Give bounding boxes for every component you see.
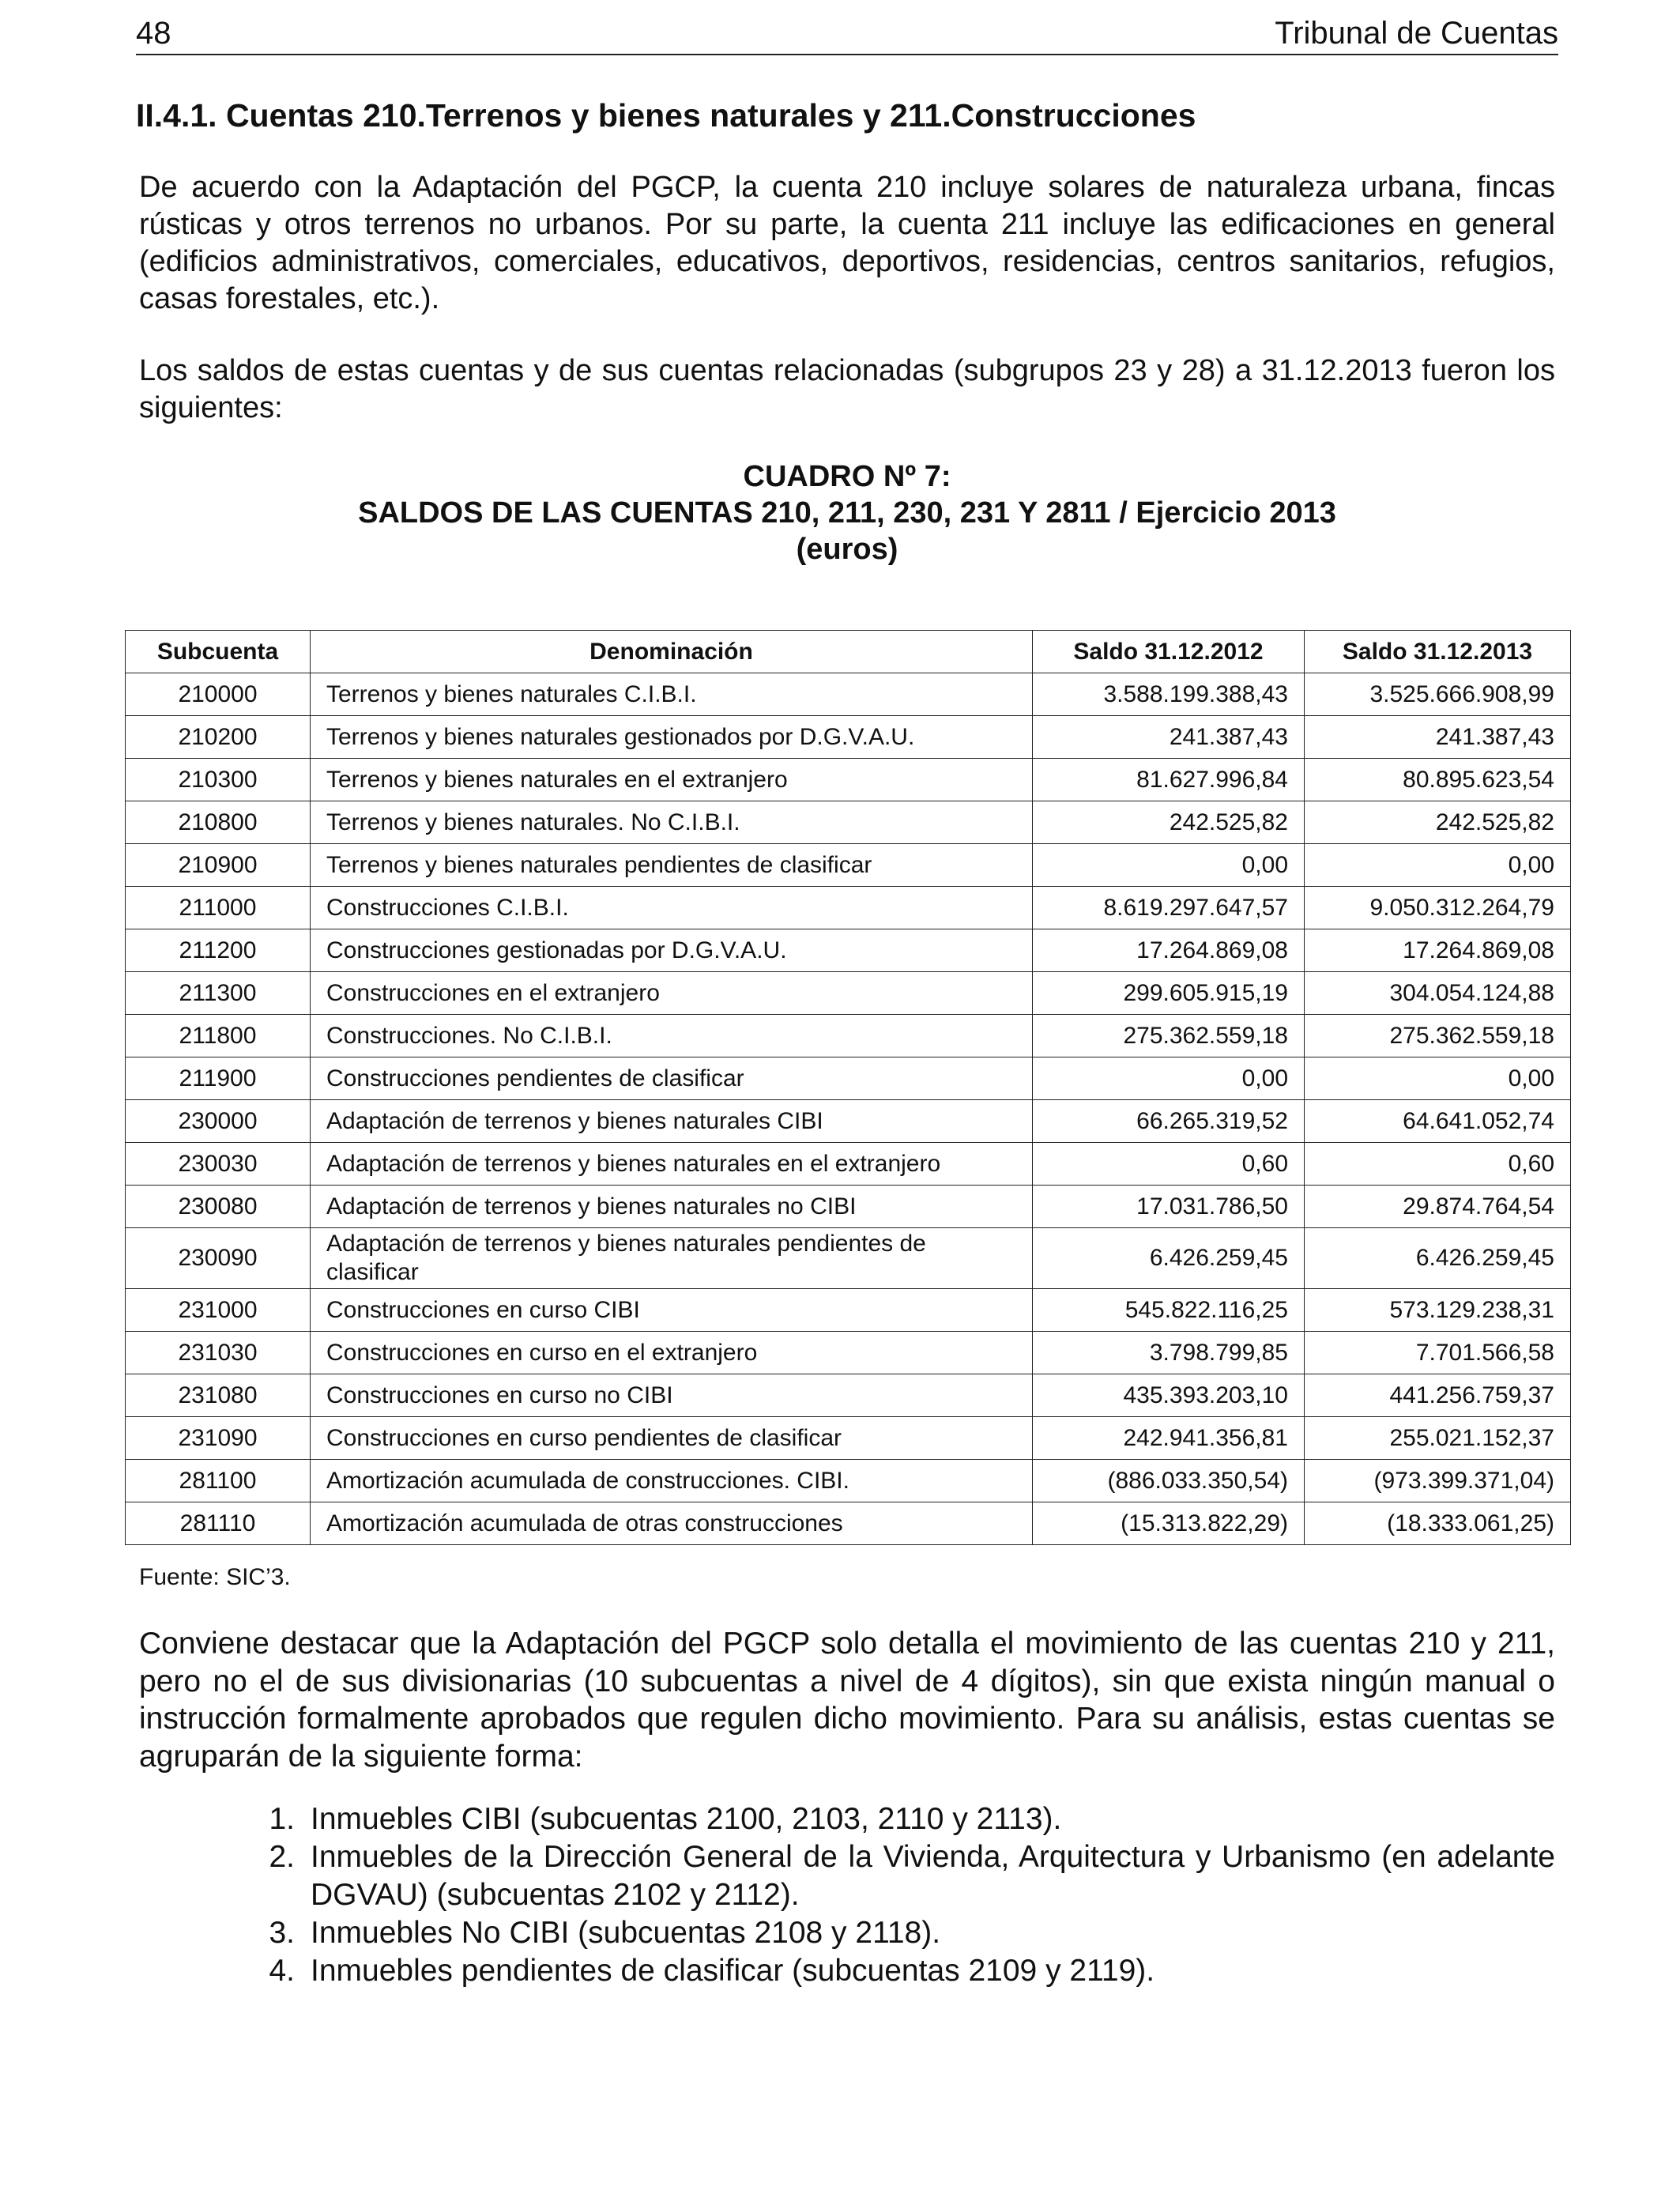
- table-row: [126, 1460, 1571, 1502]
- list-item: [139, 1914, 1555, 1952]
- cell-subcuenta: 211200: [126, 929, 311, 972]
- grouping-list: [139, 1800, 1555, 1990]
- cell-denominacion: Terrenos y bienes naturales en el extranjero: [311, 759, 1033, 801]
- header-subcuenta: Subcuenta: [126, 631, 311, 673]
- section-title: II.4.1. Cuentas 210.Terrenos y bienes naturales y 211.Construcciones: [136, 97, 1196, 134]
- closing-paragraph: Conviene destacar que la Adaptación del PGCP solo detalla el movimiento de las cuentas 210 y 211, pero no el de sus divisionarias (10 subcuentas a nivel de 4 dígitos), sin que exista ningún manual o instrucción formalmente aprobados que regulen dicho movimiento. Para su análisis, estas cuentas se agruparán de la siguiente forma:: [139, 1627, 1555, 1774]
- cell-saldo-2013: 29.874.764,54: [1305, 1186, 1571, 1228]
- cell-saldo-2013: 17.264.869,08: [1305, 929, 1571, 972]
- cell-subcuenta: 210800: [126, 801, 311, 844]
- cell-denominacion: Construcciones C.I.B.I.: [311, 887, 1033, 929]
- list-item: [139, 1838, 1555, 1914]
- cell-saldo-2012: 545.822.116,25: [1033, 1289, 1305, 1332]
- cell-subcuenta: 211900: [126, 1057, 311, 1100]
- cell-saldo-2013: 0,60: [1305, 1143, 1571, 1186]
- table-row: [126, 1502, 1571, 1545]
- caption-number: CUADRO Nº 7:: [743, 460, 951, 493]
- table-row: [126, 1100, 1571, 1143]
- cell-subcuenta: 210000: [126, 673, 311, 716]
- table-row: [126, 801, 1571, 844]
- table-row: [126, 673, 1571, 716]
- cell-saldo-2013: 255.021.152,37: [1305, 1417, 1571, 1460]
- cell-saldo-2012: (886.033.350,54): [1033, 1460, 1305, 1502]
- table-row: [126, 1057, 1571, 1100]
- cell-saldo-2012: 435.393.203,10: [1033, 1374, 1305, 1417]
- cell-subcuenta: 231030: [126, 1332, 311, 1374]
- cell-saldo-2012: 0,00: [1033, 1057, 1305, 1100]
- page-number: 48: [136, 16, 171, 51]
- cell-saldo-2013: 241.387,43: [1305, 716, 1571, 759]
- cell-saldo-2013: 9.050.312.264,79: [1305, 887, 1571, 929]
- table-row: [126, 972, 1571, 1015]
- saldos-paragraph: Los saldos de estas cuentas y de sus cuentas relacionadas (subgrupos 23 y 28) a 31.12.2013 fueron los siguientes:: [139, 354, 1555, 424]
- cell-saldo-2012: 242.941.356,81: [1033, 1417, 1305, 1460]
- table-row: [126, 759, 1571, 801]
- table-row: [126, 1289, 1571, 1332]
- cell-saldo-2013: (973.399.371,04): [1305, 1460, 1571, 1502]
- cell-saldo-2012: 81.627.996,84: [1033, 759, 1305, 801]
- cell-subcuenta: 281110: [126, 1502, 311, 1545]
- caption-title: SALDOS DE LAS CUENTAS 210, 211, 230, 231 Y 2811 / Ejercicio 2013: [358, 496, 1336, 530]
- cell-subcuenta: 231000: [126, 1289, 311, 1332]
- table-caption: [136, 458, 1558, 567]
- list-item-text: Inmuebles No CIBI (subcuentas 2108 y 2118).: [311, 1916, 941, 1950]
- cell-saldo-2013: 7.701.566,58: [1305, 1332, 1571, 1374]
- cell-saldo-2012: 3.588.199.388,43: [1033, 673, 1305, 716]
- list-item-number: 2.: [269, 1840, 295, 1874]
- cell-saldo-2012: 3.798.799,85: [1033, 1332, 1305, 1374]
- cell-saldo-2012: 66.265.319,52: [1033, 1100, 1305, 1143]
- cell-denominacion: Adaptación de terrenos y bienes naturales en el extranjero: [311, 1143, 1033, 1186]
- cell-subcuenta: 230090: [126, 1228, 311, 1289]
- table-row: [126, 1143, 1571, 1186]
- cell-saldo-2012: (15.313.822,29): [1033, 1502, 1305, 1545]
- cell-subcuenta: 231090: [126, 1417, 311, 1460]
- table-row: [126, 1332, 1571, 1374]
- cell-saldo-2012: 0,00: [1033, 844, 1305, 887]
- cell-denominacion: Construcciones en curso en el extranjero: [311, 1332, 1033, 1374]
- cell-denominacion: Terrenos y bienes naturales C.I.B.I.: [311, 673, 1033, 716]
- cell-saldo-2012: 241.387,43: [1033, 716, 1305, 759]
- cell-subcuenta: 211300: [126, 972, 311, 1015]
- cell-subcuenta: 230030: [126, 1143, 311, 1186]
- cell-denominacion: Construcciones en el extranjero: [311, 972, 1033, 1015]
- cell-saldo-2013: (18.333.061,25): [1305, 1502, 1571, 1545]
- cell-saldo-2013: 275.362.559,18: [1305, 1015, 1571, 1057]
- header-saldo-2013: Saldo 31.12.2013: [1305, 631, 1571, 673]
- page-header: [136, 9, 1558, 55]
- cell-denominacion: Construcciones en curso pendientes de clasificar: [311, 1417, 1033, 1460]
- cell-saldo-2013: 441.256.759,37: [1305, 1374, 1571, 1417]
- header-denominacion: Denominación: [311, 631, 1033, 673]
- cell-saldo-2013: 3.525.666.908,99: [1305, 673, 1571, 716]
- table-row: [126, 844, 1571, 887]
- cell-subcuenta: 210200: [126, 716, 311, 759]
- cell-denominacion: Terrenos y bienes naturales. No C.I.B.I.: [311, 801, 1033, 844]
- table-row: [126, 1015, 1571, 1057]
- cell-subcuenta: 230080: [126, 1186, 311, 1228]
- caption-units: (euros): [796, 533, 898, 566]
- cell-saldo-2012: 275.362.559,18: [1033, 1015, 1305, 1057]
- cell-subcuenta: 211000: [126, 887, 311, 929]
- table-row: [126, 887, 1571, 929]
- cell-subcuenta: 210900: [126, 844, 311, 887]
- table-row: [126, 929, 1571, 972]
- cell-denominacion: Amortización acumulada de otras construcciones: [311, 1502, 1033, 1545]
- intro-paragraph: De acuerdo con la Adaptación del PGCP, la cuenta 210 incluye solares de naturaleza urbana, fincas rústicas y otros terrenos no urbanos. Por su parte, la cuenta 211 incluye las edificaciones en general (edificios administrativos, comerciales, educativos, deportivos, residencias, centros sanitarios, refugios, casas forestales, etc.).: [139, 171, 1555, 315]
- cell-saldo-2013: 573.129.238,31: [1305, 1289, 1571, 1332]
- list-item-text: Inmuebles de la Dirección General de la Vivienda, Arquitectura y Urbanismo (en adelante DGVAU) (subcuentas 2102 y 2112).: [311, 1840, 1555, 1912]
- table-row: [126, 1374, 1571, 1417]
- table-row: [126, 1228, 1571, 1289]
- cell-saldo-2013: 0,00: [1305, 844, 1571, 887]
- balances-table: [125, 630, 1571, 1545]
- cell-denominacion: Terrenos y bienes naturales pendientes de clasificar: [311, 844, 1033, 887]
- list-item-text: Inmuebles CIBI (subcuentas 2100, 2103, 2110 y 2113).: [311, 1802, 1062, 1836]
- publisher-name: Tribunal de Cuentas: [1275, 16, 1558, 51]
- cell-saldo-2012: 0,60: [1033, 1143, 1305, 1186]
- cell-denominacion: Amortización acumulada de construcciones. CIBI.: [311, 1460, 1033, 1502]
- cell-saldo-2012: 299.605.915,19: [1033, 972, 1305, 1015]
- table-header-row: [126, 631, 1571, 673]
- cell-denominacion: Terrenos y bienes naturales gestionados por D.G.V.A.U.: [311, 716, 1033, 759]
- cell-subcuenta: 211800: [126, 1015, 311, 1057]
- cell-saldo-2013: 64.641.052,74: [1305, 1100, 1571, 1143]
- cell-subcuenta: 210300: [126, 759, 311, 801]
- list-item: [139, 1952, 1555, 1990]
- cell-denominacion: Construcciones gestionadas por D.G.V.A.U.: [311, 929, 1033, 972]
- cell-subcuenta: 231080: [126, 1374, 311, 1417]
- cell-denominacion: Adaptación de terrenos y bienes naturales CIBI: [311, 1100, 1033, 1143]
- cell-saldo-2013: 6.426.259,45: [1305, 1228, 1571, 1289]
- header-saldo-2012: Saldo 31.12.2012: [1033, 631, 1305, 673]
- cell-saldo-2012: 17.031.786,50: [1033, 1186, 1305, 1228]
- source-note: Fuente: SIC’3.: [139, 1564, 291, 1590]
- table-row: [126, 716, 1571, 759]
- cell-saldo-2012: 8.619.297.647,57: [1033, 887, 1305, 929]
- cell-saldo-2012: 17.264.869,08: [1033, 929, 1305, 972]
- cell-saldo-2013: 242.525,82: [1305, 801, 1571, 844]
- cell-saldo-2012: 6.426.259,45: [1033, 1228, 1305, 1289]
- cell-denominacion: Construcciones pendientes de clasificar: [311, 1057, 1033, 1100]
- cell-denominacion: Construcciones en curso no CIBI: [311, 1374, 1033, 1417]
- cell-denominacion: Construcciones en curso CIBI: [311, 1289, 1033, 1332]
- cell-subcuenta: 281100: [126, 1460, 311, 1502]
- cell-subcuenta: 230000: [126, 1100, 311, 1143]
- cell-denominacion: Adaptación de terrenos y bienes naturales pendientes de clasificar: [311, 1228, 1033, 1289]
- list-item-number: 4.: [269, 1954, 295, 1988]
- cell-denominacion: Construcciones. No C.I.B.I.: [311, 1015, 1033, 1057]
- cell-saldo-2013: 0,00: [1305, 1057, 1571, 1100]
- cell-saldo-2012: 242.525,82: [1033, 801, 1305, 844]
- list-item: [139, 1800, 1555, 1838]
- cell-denominacion: Adaptación de terrenos y bienes naturales no CIBI: [311, 1186, 1033, 1228]
- table-row: [126, 1417, 1571, 1460]
- table-body: [126, 673, 1571, 1545]
- cell-saldo-2013: 304.054.124,88: [1305, 972, 1571, 1015]
- cell-saldo-2013: 80.895.623,54: [1305, 759, 1571, 801]
- list-item-number: 1.: [269, 1802, 295, 1836]
- list-item-text: Inmuebles pendientes de clasificar (subcuentas 2109 y 2119).: [311, 1954, 1155, 1988]
- table-row: [126, 1186, 1571, 1228]
- list-item-number: 3.: [269, 1916, 295, 1950]
